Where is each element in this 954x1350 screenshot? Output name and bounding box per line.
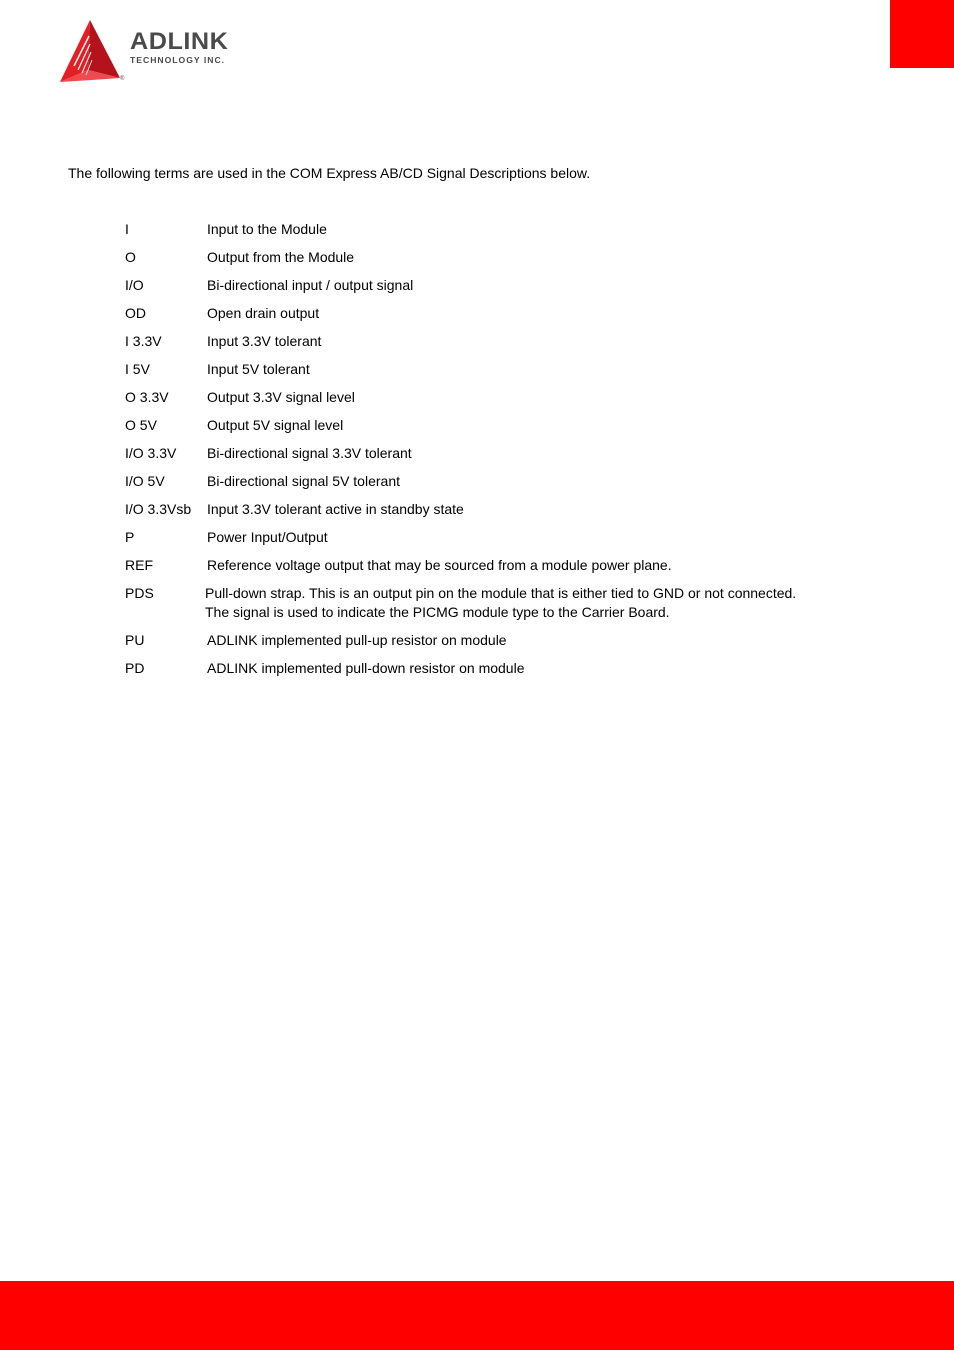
term-code: REF [125,557,153,573]
term-code: OD [125,305,146,321]
term-row [125,501,825,529]
term-row [125,445,825,473]
term-row [125,389,825,417]
term-description: Pull-down strap. This is an output pin on the module that is either tied to GND or not connected. The signal is used to indicate the PICMG module type to the Carrier Board. [205,585,797,620]
term-description: ADLINK implemented pull-down resistor on module [207,660,525,676]
term-row [125,557,825,585]
term-code: I/O 3.3Vsb [125,501,192,517]
term-code: I/O [125,277,144,293]
term-code: P [125,529,135,545]
logo-wordmark: ADLINK [130,28,229,55]
term-row [125,333,825,361]
term-description: Open drain output [207,305,320,321]
term-code: PU [125,632,145,648]
term-row [125,417,825,445]
term-code: O 5V [125,417,157,433]
term-description: Input to the Module [207,221,327,237]
adlink-logo [58,18,273,86]
term-description: Input 3.3V tolerant active in standby state [207,501,464,517]
intro-text: The following terms are used in the COM Express AB/CD Signal Descriptions below. [68,165,591,181]
term-description: Output from the Module [207,249,355,265]
term-code: I/O 5V [125,473,165,489]
term-row [125,305,825,333]
term-row [125,473,825,501]
term-code: I/O 3.3V [125,445,177,461]
term-description: Input 3.3V tolerant [207,333,322,349]
term-row [125,249,825,277]
term-description: Bi-directional signal 3.3V tolerant [207,445,412,461]
term-row [125,660,825,688]
term-description: Output 5V signal level [207,417,344,433]
term-description: ADLINK implemented pull-up resistor on module [207,632,507,648]
term-row [125,221,825,249]
term-code: O [125,249,136,265]
term-row [125,585,825,632]
term-code: I 3.3V [125,333,162,349]
term-row [125,632,825,660]
adlink-pyramid-icon [58,18,128,86]
term-description: Input 5V tolerant [207,361,310,377]
term-row [125,277,825,305]
term-code: O 3.3V [125,389,169,405]
term-description: Reference voltage output that may be sourced from a module power plane. [207,557,672,573]
term-description: Bi-directional input / output signal [207,277,414,293]
term-code: I 5V [125,361,150,377]
footer-band [0,1281,954,1350]
term-code: I [125,221,129,237]
terms-list [125,221,825,688]
term-description: Power Input/Output [207,529,328,545]
registered-mark: ® [120,76,125,82]
term-code: PD [125,660,145,676]
term-description: Output 3.3V signal level [207,389,355,405]
logo-tagline: TECHNOLOGY INC. [130,55,226,65]
term-row [125,361,825,389]
term-description: Bi-directional signal 5V tolerant [207,473,400,489]
term-row [125,529,825,557]
term-code: PDS [125,585,154,601]
corner-accent-tab [890,0,954,68]
